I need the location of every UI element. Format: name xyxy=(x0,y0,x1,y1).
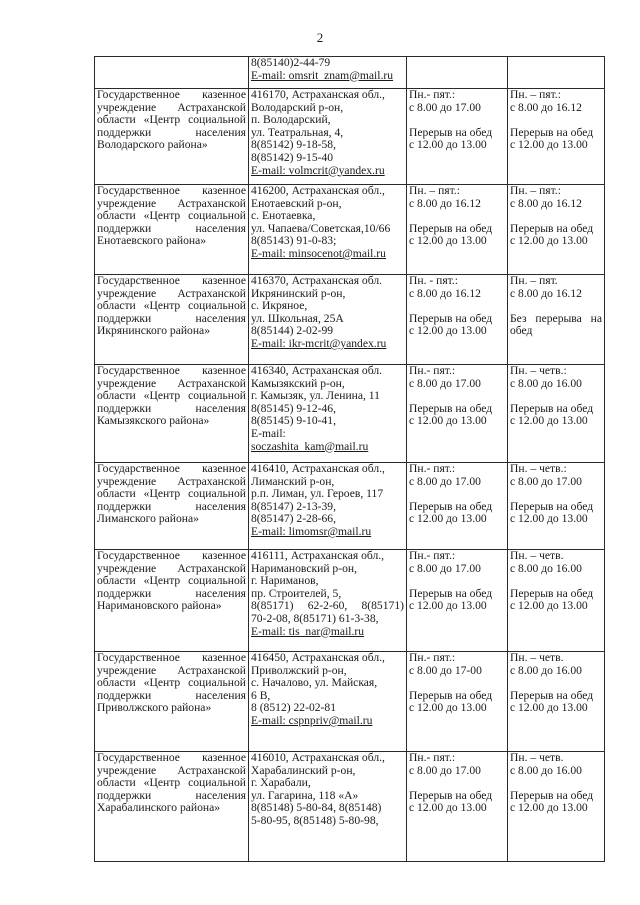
org-name-line: Государственное казенное xyxy=(97,89,246,101)
schedule-line: с 12.00 до 13.00 xyxy=(510,513,588,526)
address-line: 416340, Астраханская обл. xyxy=(251,365,383,377)
org-name-line: области «Центр социальной xyxy=(97,300,246,313)
schedule-line: с 12.00 до 13.00 xyxy=(510,600,588,613)
email-text: E-mail: minsocenot@mail.ru xyxy=(251,247,386,260)
org-cell xyxy=(95,89,249,185)
schedule-line: Пн. – четв.: xyxy=(510,365,567,377)
address-line: ул. Театральная, 4, xyxy=(251,126,344,139)
org-name-line: Государственное казенное xyxy=(97,752,246,764)
org-name-line: Икрянинского района» xyxy=(97,325,210,338)
address-line: п. Володарский, xyxy=(251,114,331,127)
schedule-cell xyxy=(407,752,508,862)
spacer xyxy=(409,777,505,790)
schedule-cell xyxy=(508,275,605,365)
schedule-line: с 8.00 до 17.00 xyxy=(409,377,481,390)
address-line: г. Нариманов, xyxy=(251,575,319,588)
schedule-cell xyxy=(407,185,508,275)
schedule-line: Пн. – пят.: xyxy=(510,185,561,197)
org-name-line: области «Центр социальной xyxy=(97,390,246,403)
schedule-line: Пн. – пят.: xyxy=(510,89,561,101)
spacer xyxy=(409,390,505,403)
org-name-line: Приволжского района» xyxy=(97,702,212,715)
spacer xyxy=(409,677,505,690)
org-name-line: учреждение Астраханской xyxy=(97,197,246,210)
spacer xyxy=(409,210,505,223)
schedule-line: с 8.00 до 16.12 xyxy=(510,101,582,114)
org-name-line: области «Центр социальной xyxy=(97,210,246,223)
schedule-line: Пн.- пят.: xyxy=(409,550,456,562)
org-name-line: Государственное казенное xyxy=(97,550,246,562)
table-row xyxy=(95,463,605,550)
org-name-line: области «Центр социальной xyxy=(97,677,246,690)
schedule-line: Пн. – четв. xyxy=(510,752,564,764)
address-line: 8(85145) 9-12-46, xyxy=(251,402,337,415)
schedule-line: с 8.00 до 17.00 xyxy=(510,475,582,488)
address-line: Лиманский р-он, xyxy=(251,475,335,488)
schedule-line: Перерыв на обед xyxy=(409,222,493,235)
schedule-cell xyxy=(407,275,508,365)
address-line: пр. Строителей, 5, xyxy=(251,587,342,600)
org-name-line: области «Центр социальной xyxy=(97,488,246,501)
schedule-line: Перерыв на обед xyxy=(510,402,594,415)
schedule-cell xyxy=(508,652,605,752)
email-text: E-mail: ikr-mcrit@yandex.ru xyxy=(251,337,387,350)
org-name-line: Камызякского района» xyxy=(97,415,210,428)
address-line: 8(85144) 2-02-99 xyxy=(251,325,334,338)
address-cell xyxy=(249,365,407,463)
org-name-line: Государственное казенное xyxy=(97,652,246,664)
schedule-line: с 8.00 до 17.00 xyxy=(409,764,481,777)
org-name-line: области «Центр социальной xyxy=(97,777,246,790)
address-cell xyxy=(249,550,407,652)
address-line: с. Началово, ул. Майская, xyxy=(251,677,378,690)
schedule-line: Без перерыва на xyxy=(510,312,602,325)
schedule-line: с 8.00 до 17.00 xyxy=(409,101,481,114)
schedule-line: с 8.00 до 16.12 xyxy=(510,197,582,210)
org-name-line: поддержки населения xyxy=(97,312,246,325)
org-name-line: поддержки населения xyxy=(97,587,246,600)
email-text: E-mail: tis_nar@mail.ru xyxy=(251,625,365,638)
schedule-line: Пн. – пят. xyxy=(510,275,558,287)
address-line: Камызякский р-он, xyxy=(251,377,345,390)
schedule-cell xyxy=(508,550,605,652)
schedule-cell xyxy=(508,463,605,550)
schedule-line: Перерыв на обед xyxy=(510,500,594,513)
org-name-line: поддержки населения xyxy=(97,689,246,702)
address-cell xyxy=(249,463,407,550)
org-name-line: поддержки населения xyxy=(97,500,246,513)
table-row xyxy=(95,89,605,185)
org-name-line: области «Центр социальной xyxy=(97,575,246,588)
schedule-line: с 12.00 до 13.00 xyxy=(510,802,588,815)
address-line: 8(85142) 9-15-40 xyxy=(251,151,334,164)
org-name-line: Харабалинского района» xyxy=(97,802,221,815)
org-name-line: Наримановского района» xyxy=(97,600,222,613)
address-line: Володарский р-он, xyxy=(251,101,344,114)
address-line: 8 (8512) 22-02-81 xyxy=(251,702,337,715)
schedule-line: с 8.00 до 17-00 xyxy=(409,664,482,677)
schedule-line: Пн. – четв. xyxy=(510,652,564,664)
address-line: г. Харабали, xyxy=(251,777,311,790)
address-line: 416410, Астраханская обл., xyxy=(251,463,385,475)
address-line: 416010, Астраханская обл., xyxy=(251,752,385,764)
schedule-line: Пн.- пят.: xyxy=(409,365,456,377)
spacer xyxy=(409,488,505,501)
org-name-line: поддержки населения xyxy=(97,222,246,235)
org-name-line: учреждение Астраханской xyxy=(97,562,246,575)
address-line: ул. Гагарина, 118 «А» xyxy=(251,789,359,802)
spacer xyxy=(409,575,505,588)
schedule-cell xyxy=(407,365,508,463)
schedule-line: Перерыв на обед xyxy=(510,789,594,802)
email-text: E-mail: xyxy=(251,427,286,440)
org-name-line: учреждение Астраханской xyxy=(97,475,246,488)
org-name-line: области «Центр социальной xyxy=(97,114,246,127)
spacer xyxy=(510,210,602,223)
address-line: 5-80-95, 8(85148) 5-80-98, xyxy=(251,814,379,827)
address-line: Наримановский р-он, xyxy=(251,562,357,575)
schedule-cell xyxy=(407,89,508,185)
org-name-line: Енотаевского района» xyxy=(97,235,207,248)
schedule-line: с 12.00 до 13.00 xyxy=(409,600,487,613)
schedule-line: с 8.00 до 16.12 xyxy=(409,197,481,210)
org-name-line: учреждение Астраханской xyxy=(97,101,246,114)
schedule-cell xyxy=(407,57,508,89)
org-name-line: Государственное казенное xyxy=(97,463,246,475)
table-row xyxy=(95,275,605,365)
org-name-line: поддержки населения xyxy=(97,402,246,415)
org-name-line: Государственное казенное xyxy=(97,185,246,197)
address-line: Енотаевский р-он, xyxy=(251,197,342,210)
schedule-line: с 12.00 до 13.00 xyxy=(510,702,588,715)
address-line: 416450, Астраханская обл., xyxy=(251,652,385,664)
address-cell xyxy=(249,275,407,365)
schedule-line: с 12.00 до 13.00 xyxy=(409,325,487,338)
schedule-line: с 8.00 до 16.00 xyxy=(510,377,582,390)
schedule-line: с 12.00 до 13.00 xyxy=(409,235,487,248)
spacer xyxy=(510,488,602,501)
org-name-line: учреждение Астраханской xyxy=(97,764,246,777)
address-line: 8(85145) 9-10-41, xyxy=(251,415,337,428)
schedule-line: Пн.- пят.: xyxy=(409,652,456,664)
schedule-cell xyxy=(508,57,605,89)
schedule-line: Перерыв на обед xyxy=(409,587,493,600)
schedule-line: Перерыв на обед xyxy=(510,587,594,600)
org-cell xyxy=(95,57,249,89)
table-row xyxy=(95,550,605,652)
email-text: soczashita_kam@mail.ru xyxy=(251,440,369,453)
org-name-line: учреждение Астраханской xyxy=(97,664,246,677)
schedule-line: с 12.00 до 13.00 xyxy=(409,139,487,152)
table-row xyxy=(95,365,605,463)
schedule-cell xyxy=(508,365,605,463)
schedule-line: Перерыв на обед xyxy=(409,789,493,802)
schedule-line: с 12.00 до 13.00 xyxy=(510,235,588,248)
schedule-line: Пн. – четв.: xyxy=(510,463,567,475)
address-line: Икрянинский р-он, xyxy=(251,287,346,300)
schedule-cell xyxy=(407,463,508,550)
schedule-line: Перерыв на обед xyxy=(409,402,493,415)
schedule-line: Пн.- пят.: xyxy=(409,463,456,475)
address-line: с. Енотаевка, xyxy=(251,210,316,223)
spacer xyxy=(510,390,602,403)
address-line: 6 В, xyxy=(251,689,271,702)
schedule-line: с 12.00 до 13.00 xyxy=(510,139,588,152)
address-line: Приволжский р-он, xyxy=(251,664,347,677)
org-name-line: учреждение Астраханской xyxy=(97,377,246,390)
schedule-line: с 8.00 до 16.00 xyxy=(510,562,582,575)
spacer xyxy=(510,114,602,127)
org-name-line: учреждение Астраханской xyxy=(97,287,246,300)
schedule-line: Перерыв на обед xyxy=(409,126,493,139)
org-cell xyxy=(95,550,249,652)
spacer xyxy=(510,777,602,790)
schedule-line: обед xyxy=(510,325,533,338)
address-cell xyxy=(249,89,407,185)
email-text: E-mail: omsrit_znam@mail.ru xyxy=(251,69,394,82)
page-number: 2 xyxy=(316,30,324,45)
address-cell xyxy=(249,752,407,862)
schedule-cell xyxy=(508,89,605,185)
org-name-line: поддержки населения xyxy=(97,789,246,802)
schedule-line: Пн.- пят.: xyxy=(409,752,456,764)
address-cell xyxy=(249,185,407,275)
org-cell xyxy=(95,752,249,862)
phone-text: 8(85140)2-44-79 xyxy=(251,57,331,69)
schedule-line: с 12.00 до 13.00 xyxy=(409,415,487,428)
org-name-line: Лиманского района» xyxy=(97,513,199,526)
address-line: 416170, Астраханская обл., xyxy=(251,89,385,101)
schedule-line: Перерыв на обед xyxy=(409,312,493,325)
schedule-line: с 12.00 до 13.00 xyxy=(510,415,588,428)
email-text: E-mail: volmcrit@yandex.ru xyxy=(251,164,385,177)
schedule-line: Перерыв на обед xyxy=(510,222,594,235)
institutions-table xyxy=(94,56,605,862)
address-line: 416370, Астраханская обл. xyxy=(251,275,383,287)
address-line: ул. Школьная, 25А xyxy=(251,312,344,325)
schedule-line: Пн. – пят.: xyxy=(409,185,460,197)
address-line: Харабалинский р-он, xyxy=(251,764,356,777)
schedule-line: с 8.00 до 17.00 xyxy=(409,475,481,488)
address-line: 416111, Астраханская обл., xyxy=(251,550,385,562)
address-line: г. Камызяк, ул. Ленина, 11 xyxy=(251,390,380,403)
schedule-line: Перерыв на обед xyxy=(409,689,493,702)
schedule-line: Пн.- пят.: xyxy=(409,89,456,101)
table-row xyxy=(95,652,605,752)
schedule-line: с 8.00 до 16.12 xyxy=(510,287,582,300)
org-cell xyxy=(95,365,249,463)
schedule-cell xyxy=(407,652,508,752)
address-line: с. Икряное, xyxy=(251,300,308,313)
table-row xyxy=(95,752,605,862)
org-name-line: Государственное казенное xyxy=(97,275,246,287)
schedule-line: с 12.00 до 13.00 xyxy=(409,513,487,526)
schedule-line: с 8.00 до 17.00 xyxy=(409,562,481,575)
org-cell xyxy=(95,652,249,752)
schedule-line: Перерыв на обед xyxy=(409,500,493,513)
org-cell xyxy=(95,463,249,550)
schedule-line: с 8.00 до 16.00 xyxy=(510,664,582,677)
schedule-line: Пн. – четв. xyxy=(510,550,564,562)
address-line: 70-2-08, 8(85171) 61-3-38, xyxy=(251,612,379,625)
address-line: 8(85171) 62-2-60, 8(85171) xyxy=(251,600,404,613)
email-text: E-mail: limomsr@mail.ru xyxy=(251,525,372,538)
schedule-cell xyxy=(508,185,605,275)
org-name-line: Государственное казенное xyxy=(97,365,246,377)
schedule-line: Пн. - пят.: xyxy=(409,275,458,287)
address-line: 8(85142) 9-18-58, xyxy=(251,139,337,152)
spacer xyxy=(510,677,602,690)
org-name-line: поддержки населения xyxy=(97,126,246,139)
schedule-line: с 12.00 до 13.00 xyxy=(409,802,487,815)
schedule-cell xyxy=(407,550,508,652)
address-line: 8(85148) 5-80-84, 8(85148) xyxy=(251,802,382,815)
org-cell xyxy=(95,185,249,275)
spacer xyxy=(409,300,505,313)
address-cell xyxy=(249,652,407,752)
schedule-line: с 8.00 до 16.00 xyxy=(510,764,582,777)
org-name-line: Володарского района» xyxy=(97,139,208,152)
org-cell xyxy=(95,275,249,365)
schedule-line: с 8.00 до 16.12 xyxy=(409,287,481,300)
schedule-line: Перерыв на обед xyxy=(510,126,594,139)
schedule-line: Перерыв на обед xyxy=(510,689,594,702)
spacer xyxy=(510,575,602,588)
table-row-continuation xyxy=(95,57,605,89)
spacer xyxy=(409,114,505,127)
address-cell xyxy=(249,57,407,89)
address-line: 8(85143) 91-0-83; xyxy=(251,235,337,248)
schedule-cell xyxy=(508,752,605,862)
address-line: 8(85147) 2-13-39, xyxy=(251,500,337,513)
address-line: 8(85147) 2-28-66, xyxy=(251,513,337,526)
email-text: E-mail: cspnpriv@mail.ru xyxy=(251,714,373,727)
address-line: р.п. Лиман, ул. Героев, 117 xyxy=(251,488,384,501)
spacer xyxy=(510,300,602,313)
address-line: 416200, Астраханская обл., xyxy=(251,185,385,197)
schedule-line: с 12.00 до 13.00 xyxy=(409,702,487,715)
table-row xyxy=(95,185,605,275)
address-line: ул. Чапаева/Советская,10/66 xyxy=(251,222,391,235)
